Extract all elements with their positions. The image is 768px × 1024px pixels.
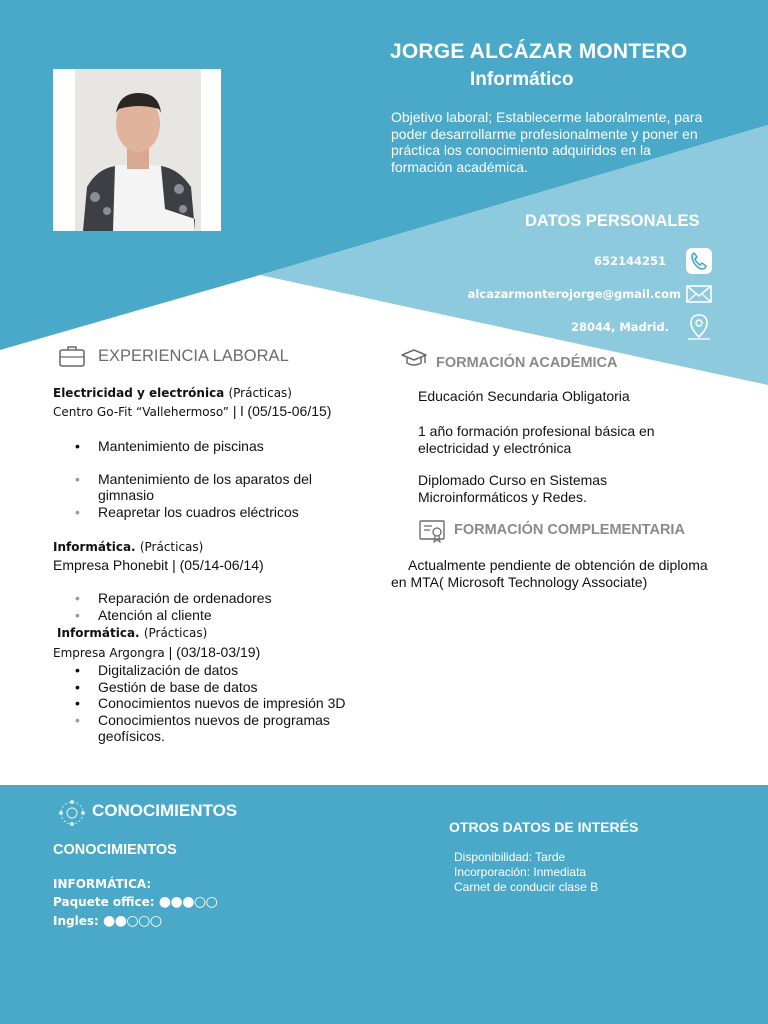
- list-item: • Reapretar los cuadros eléctricos: [53, 504, 353, 521]
- job-2-title: Informática. (Prácticas): [53, 540, 204, 554]
- email-address[interactable]: alcazarmonterojorge@gmail.com: [467, 287, 681, 301]
- skill-english: Ingles: ●●○○○: [53, 913, 162, 929]
- list-item: • Mantenimiento de los aparatos del gimnasio: [53, 471, 353, 504]
- list-item: Carnet de conducir clase B: [454, 880, 599, 894]
- phone-number: 652144251: [593, 254, 666, 268]
- job-1-tasks: [53, 438, 353, 520]
- list-item: Incorporación: Inmediata: [454, 865, 587, 879]
- list-item: • Gestión de base de datos: [53, 679, 353, 696]
- experience-title: EXPERIENCIA LABORAL: [98, 347, 289, 365]
- other-list: [454, 850, 598, 895]
- network-icon: [58, 799, 86, 832]
- list-item: • Conocimientos nuevos de impresión 3D: [53, 695, 353, 712]
- postal-address: 28044, Madrid.: [570, 320, 669, 334]
- graduation-cap-icon: [400, 348, 428, 375]
- list-item: • Conocimientos nuevos de programas geofísicos.: [53, 712, 353, 745]
- list-item: Disponibilidad: Tarde: [454, 850, 566, 864]
- email-icon: [686, 283, 712, 309]
- personal-data-title: DATOS PERSONALES: [525, 212, 700, 230]
- job-2-company: Empresa Phonebit | (05/14-06/14): [53, 557, 264, 573]
- job-3-tasks: [53, 662, 353, 745]
- complementary-text: Actualmente pendiente de obtención de diploma en MTA( Microsoft Technology Associate): [391, 557, 708, 590]
- career-objective: Objetivo laboral; Establecerme laboralmente, para poder desarrollarme profesionalmente y poner en práctica los conocimiento adquiridos en la formación académica.: [391, 109, 703, 175]
- education-item: Diplomado Curso en Sistemas Microinformáticos y Redes.: [418, 472, 608, 505]
- list-item: • Digitalización de datos: [53, 662, 353, 679]
- skill-rating: ●●○○○: [102, 913, 162, 929]
- location-icon: [686, 313, 712, 339]
- list-item: • Mantenimiento de piscinas: [53, 438, 353, 455]
- candidate-title: Informático: [470, 69, 574, 90]
- candidate-name: JORGE ALCÁZAR MONTERO: [390, 40, 688, 63]
- phone-icon: [686, 248, 712, 274]
- certificate-icon: [418, 519, 446, 548]
- job-2-tasks: [53, 590, 353, 623]
- list-item: • Atención al cliente: [53, 607, 353, 624]
- job-1-company: Centro Go-Fit “Vallehermoso” | l (05/15-06/15): [53, 403, 332, 419]
- briefcase-icon: [58, 344, 86, 373]
- job-3-company: Empresa Argongra | (03/18-03/19): [53, 644, 261, 660]
- education-item: Educación Secundaria Obligatoria: [418, 388, 630, 404]
- skills-title: CONOCIMIENTOS: [92, 801, 238, 820]
- skill-office: Paquete office: ●●●○○: [53, 894, 218, 910]
- complementary-title: FORMACIÓN COMPLEMENTARIA: [454, 522, 685, 538]
- job-1-title: Electricidad y electrónica (Prácticas): [53, 386, 292, 400]
- skills-subtitle: CONOCIMIENTOS: [53, 842, 177, 858]
- skills-category: INFORMÁTICA:: [53, 877, 152, 891]
- profile-photo: [53, 69, 221, 231]
- skill-rating: ●●●○○: [158, 894, 218, 910]
- job-3-title: Informática. (Prácticas): [57, 626, 208, 640]
- education-item: 1 año formación profesional básica en electricidad y electrónica: [418, 423, 655, 456]
- education-title: FORMACIÓN ACADÉMICA: [436, 355, 618, 371]
- list-item: • Reparación de ordenadores: [53, 590, 353, 607]
- other-title: OTROS DATOS DE INTERÉS: [449, 819, 639, 835]
